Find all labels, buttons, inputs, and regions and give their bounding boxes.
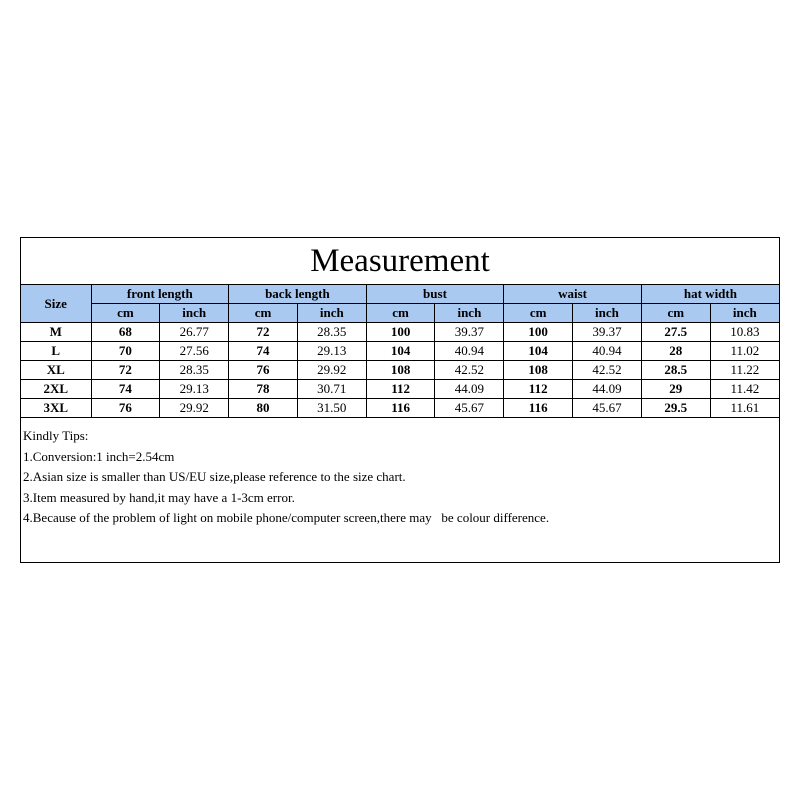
cm-cell: 28: [641, 342, 710, 361]
inch-cell: 10.83: [710, 323, 779, 342]
cm-cell: 76: [91, 399, 160, 418]
measurement-table: [21, 285, 779, 418]
cm-cell: 104: [366, 342, 435, 361]
size-chart: [20, 237, 780, 563]
unit-cm-header: cm: [504, 304, 573, 323]
cm-cell: 28.5: [641, 361, 710, 380]
cm-cell: 112: [504, 380, 573, 399]
size-cell: XL: [21, 361, 91, 380]
header-row-units: [21, 304, 779, 323]
cm-cell: 100: [504, 323, 573, 342]
size-cell: M: [21, 323, 91, 342]
inch-cell: 28.35: [297, 323, 366, 342]
table-row: [21, 342, 779, 361]
inch-cell: 42.52: [435, 361, 504, 380]
inch-cell: 31.50: [297, 399, 366, 418]
unit-cm-header: cm: [229, 304, 298, 323]
cm-cell: 74: [91, 380, 160, 399]
cm-cell: 116: [366, 399, 435, 418]
page-title: Measurement: [21, 238, 779, 285]
table-row: [21, 361, 779, 380]
inch-cell: 40.94: [573, 342, 642, 361]
unit-inch-header: inch: [160, 304, 229, 323]
cm-cell: 72: [229, 323, 298, 342]
cm-cell: 112: [366, 380, 435, 399]
inch-cell: 11.22: [710, 361, 779, 380]
unit-inch-header: inch: [297, 304, 366, 323]
kindly-tips: [21, 418, 779, 529]
hat-width-header: hat width: [641, 285, 779, 304]
inch-cell: 45.67: [435, 399, 504, 418]
inch-cell: 27.56: [160, 342, 229, 361]
cm-cell: 29.5: [641, 399, 710, 418]
tips-heading: Kindly Tips:: [23, 428, 89, 443]
cm-cell: 108: [504, 361, 573, 380]
cm-cell: 68: [91, 323, 160, 342]
table-row: [21, 399, 779, 418]
cm-cell: 72: [91, 361, 160, 380]
inch-cell: 45.67: [573, 399, 642, 418]
inch-cell: 40.94: [435, 342, 504, 361]
tip-item: 4.Because of the problem of light on mobile phone/computer screen,there may be colour difference.: [23, 510, 550, 525]
front-length-header: front length: [91, 285, 229, 304]
cm-cell: 74: [229, 342, 298, 361]
cm-cell: 108: [366, 361, 435, 380]
cm-cell: 100: [366, 323, 435, 342]
inch-cell: 11.42: [710, 380, 779, 399]
tip-item: 2.Asian size is smaller than US/EU size,please reference to the size chart.: [23, 469, 406, 484]
inch-cell: 42.52: [573, 361, 642, 380]
size-cell: 2XL: [21, 380, 91, 399]
header-row-groups: [21, 285, 779, 304]
inch-cell: 39.37: [573, 323, 642, 342]
inch-cell: 39.37: [435, 323, 504, 342]
inch-cell: 11.61: [710, 399, 779, 418]
unit-cm-header: cm: [91, 304, 160, 323]
inch-cell: 44.09: [435, 380, 504, 399]
unit-cm-header: cm: [366, 304, 435, 323]
tip-item: 3.Item measured by hand,it may have a 1-3cm error.: [23, 489, 295, 505]
unit-inch-header: inch: [435, 304, 504, 323]
cm-cell: 27.5: [641, 323, 710, 342]
unit-inch-header: inch: [573, 304, 642, 323]
unit-inch-header: inch: [710, 304, 779, 323]
cm-cell: 104: [504, 342, 573, 361]
size-header: Size: [21, 285, 91, 323]
back-length-header: back length: [229, 285, 367, 304]
table-row: [21, 323, 779, 342]
cm-cell: 29: [641, 380, 710, 399]
unit-cm-header: cm: [641, 304, 710, 323]
inch-cell: 29.92: [160, 399, 229, 418]
cm-cell: 70: [91, 342, 160, 361]
inch-cell: 29.13: [160, 380, 229, 399]
inch-cell: 28.35: [160, 361, 229, 380]
inch-cell: 11.02: [710, 342, 779, 361]
cm-cell: 76: [229, 361, 298, 380]
waist-header: waist: [504, 285, 642, 304]
tip-item: 1.Conversion:1 inch=2.54cm: [23, 448, 175, 464]
cm-cell: 78: [229, 380, 298, 399]
inch-cell: 29.13: [297, 342, 366, 361]
table-row: [21, 380, 779, 399]
inch-cell: 26.77: [160, 323, 229, 342]
cm-cell: 116: [504, 399, 573, 418]
size-cell: L: [21, 342, 91, 361]
inch-cell: 30.71: [297, 380, 366, 399]
bust-header: bust: [366, 285, 504, 304]
inch-cell: 29.92: [297, 361, 366, 380]
cm-cell: 80: [229, 399, 298, 418]
size-cell: 3XL: [21, 399, 91, 418]
inch-cell: 44.09: [573, 380, 642, 399]
